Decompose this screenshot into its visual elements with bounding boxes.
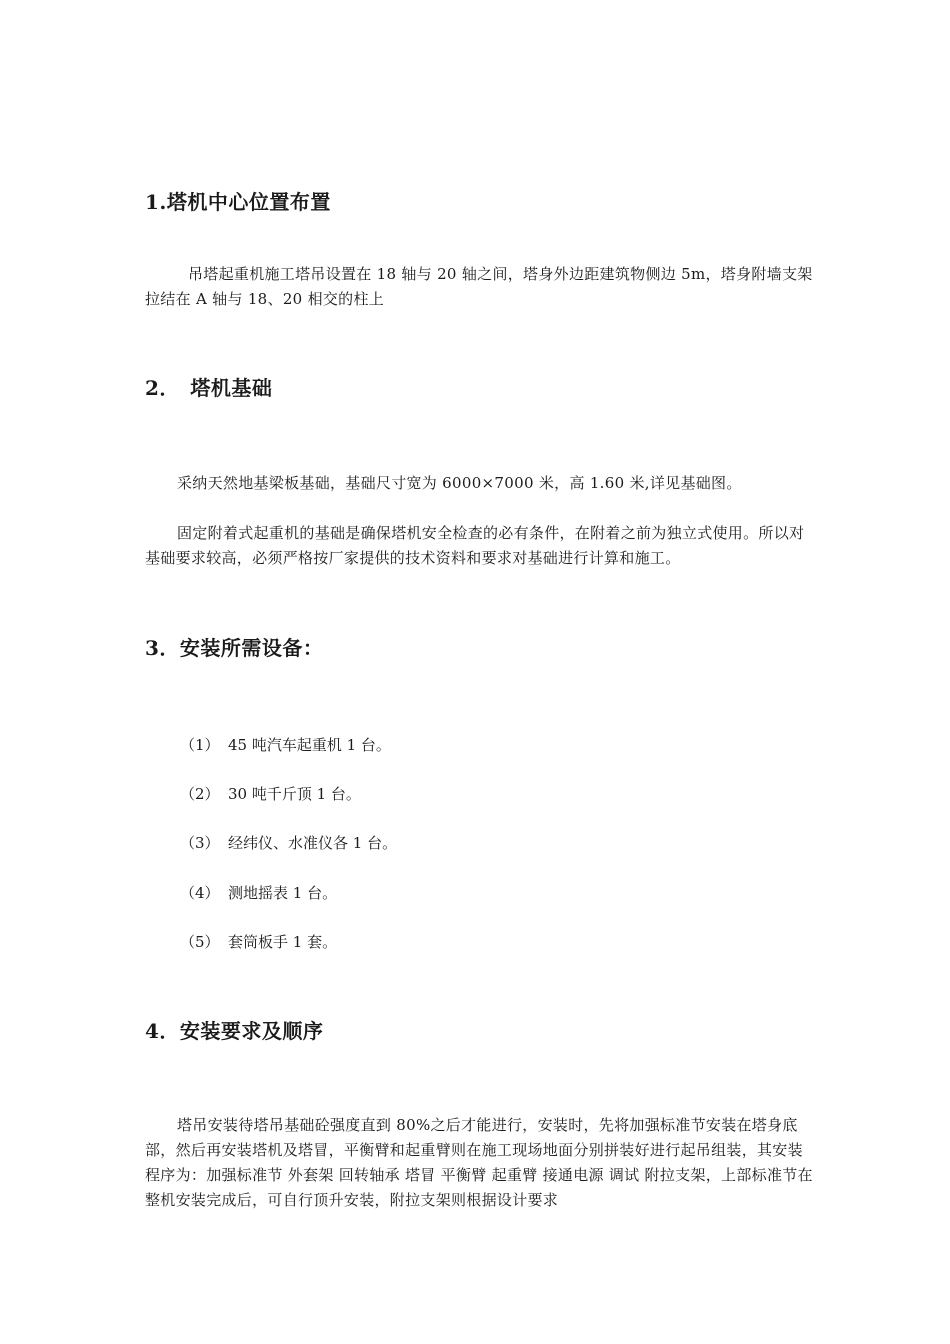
list-item-number: （2） [180, 785, 220, 803]
section-4-paragraph: 塔吊安装待塔吊基础砼强度直到 80%之后才能进行，安装时，先将加强标准节安装在塔身底部，然后再安装塔机及塔冒，平衡臂和起重臂则在施工现场地面分别拼装好进行起吊组装，其安装程序为：加强标准节 外套架 回转轴承 塔冒 平衡臂 起重臂 接通电源 调试 附拉支架，上部标准节在整机安装完成后，可自行顶升安装，附拉支架则根据设计要求 [145, 1116, 813, 1209]
list-item-text: 30 吨千斤顶 1 台。 [228, 785, 361, 803]
list-item-text: 测地摇表 1 台。 [228, 884, 338, 902]
section-2-paragraph-2: 固定附着式起重机的基础是确保塔机安全检查的必有条件，在附着之前为独立式使用。所以对基础要求较高，必须严格按厂家提供的技术资料和要求对基础进行计算和施工。 [145, 524, 805, 567]
list-item [180, 882, 337, 903]
section-1-paragraph: 吊塔起重机施工塔吊设置在 18 轴与 20 轴之间，塔身外边距建筑物侧边 5m，塔身附墙支架拉结在 A 轴与 18、20 相交的柱上 [145, 265, 813, 308]
list-item-number: （4） [180, 884, 220, 902]
section-2-heading: 2． 塔机基础 [145, 376, 273, 400]
section-4-heading: 4．安装要求及顺序 [145, 1019, 324, 1043]
list-item-number: （5） [180, 933, 220, 951]
section-2-paragraph-1: 采纳天然地基梁板基础，基础尺寸宽为 6000×7000 米，高 1.60 米,详见基础图。 [177, 474, 742, 492]
list-item-number: （3） [180, 834, 220, 852]
list-item [180, 734, 391, 755]
list-item-text: 套筒板手 1 套。 [228, 933, 338, 951]
section-1-heading: 1.塔机中心位置布置 [145, 190, 331, 214]
list-item-text: 经纬仪、水准仪各 1 台。 [228, 834, 398, 852]
list-item-text: 45 吨汽车起重机 1 台。 [228, 736, 391, 754]
list-item [180, 832, 397, 853]
list-item-number: （1） [180, 736, 220, 754]
section-3-heading: 3．安装所需设备： [145, 636, 324, 660]
list-item [180, 931, 337, 952]
list-item [180, 783, 361, 804]
